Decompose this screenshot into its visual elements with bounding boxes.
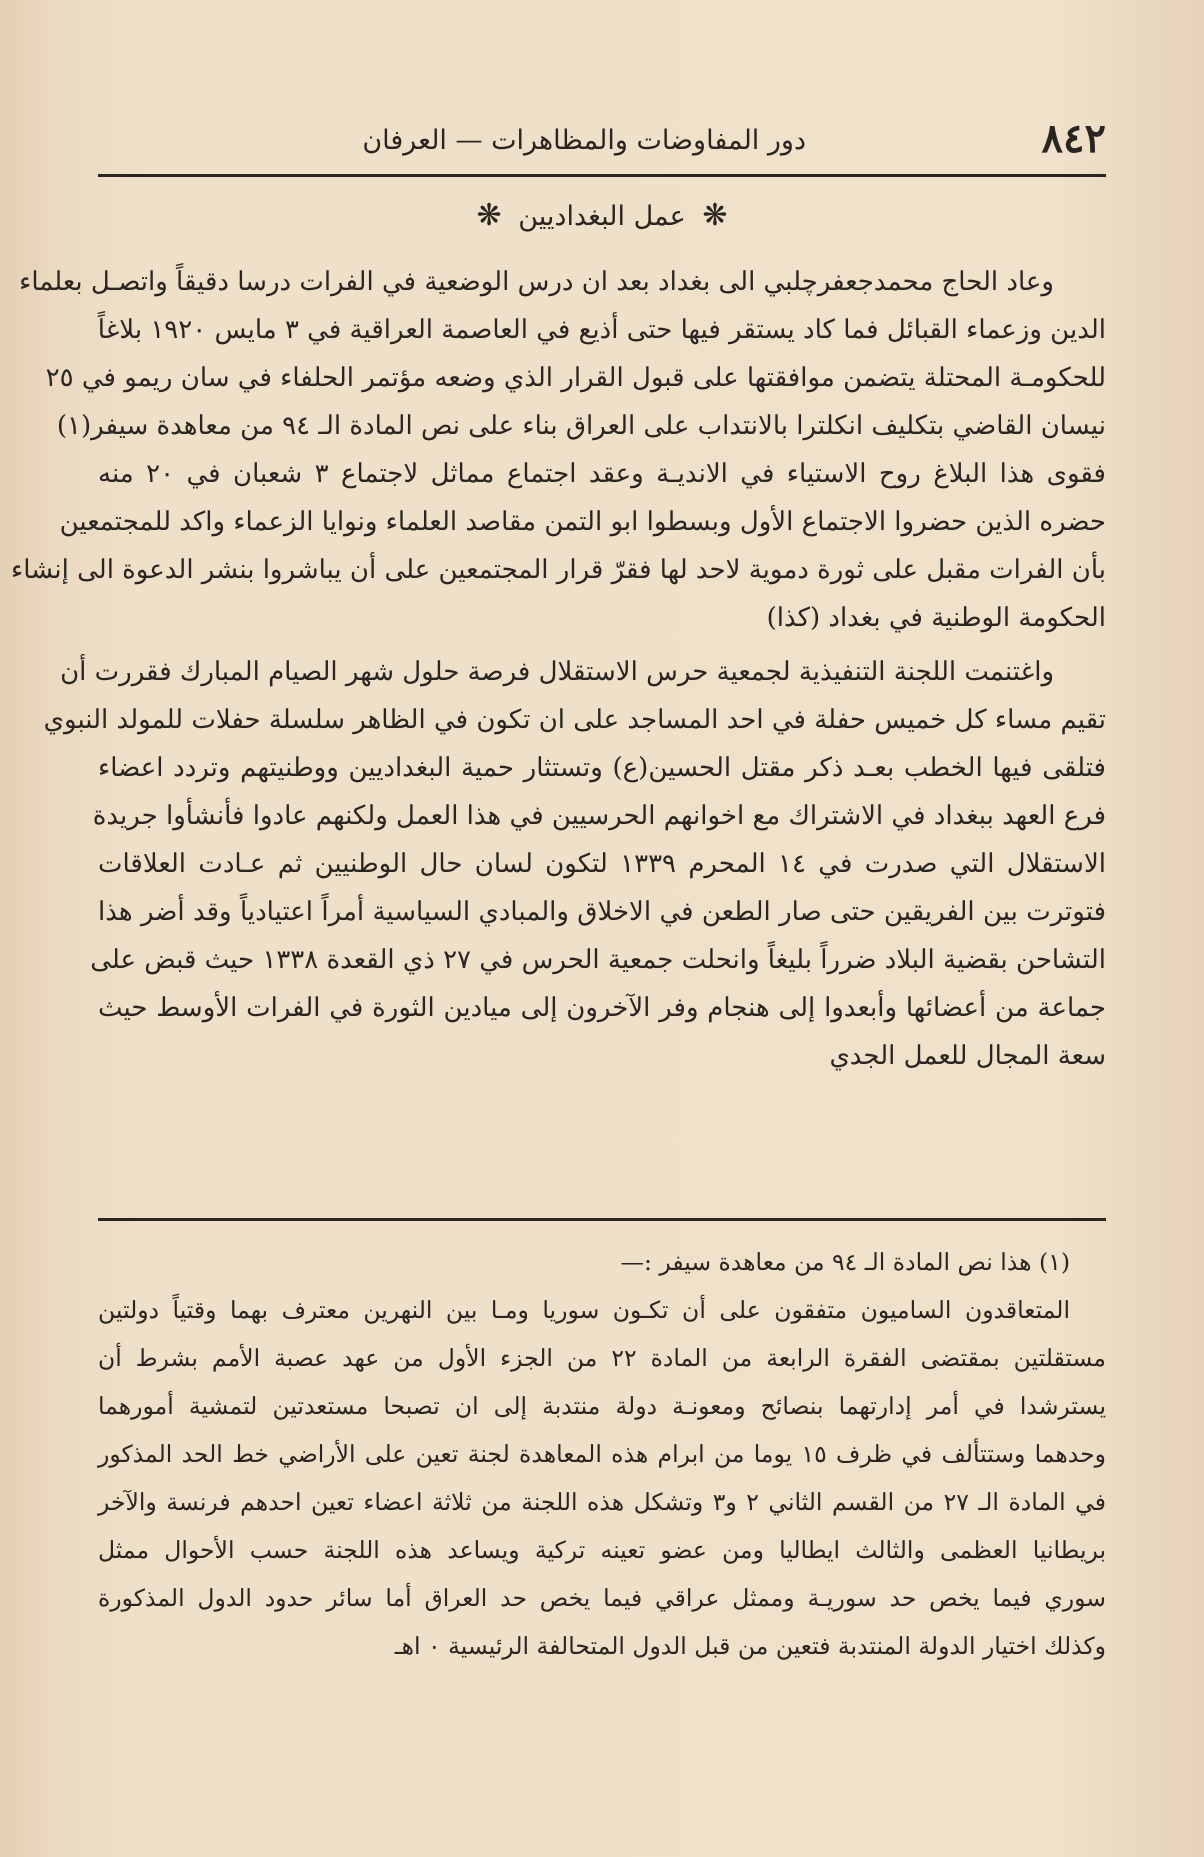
page-header (98, 115, 1106, 175)
footnote-line: في المادة الـ ٢٧ من القسم الثاني ٢ و٣ وتشكل هذه اللجنة من ثلاثة اعضاء تعين احدهم فرنسة والآخر (98, 1488, 1107, 1516)
page-number: ٨٤٢ (1041, 115, 1106, 162)
text-line: التشاحن بقضية البلاد ضرراً بليغاً وانحلت جمعية الحرس في ٢٧ ذي القعدة ١٣٣٨ حيث قبض على (90, 945, 1106, 975)
footnote-line: وحدهما وستتألف في ظرف ١٥ يوما من ابرام هذه المعاهدة لجنة تعين على الأراضي خط الحد المذكور (98, 1440, 1106, 1468)
section-title (98, 198, 1106, 233)
footnote-heading: (١) هذا نص المادة الـ ٩٤ من معاهدة سيفر :— (620, 1248, 1070, 1276)
footnote-line: مستقلتين بمقتضى الفقرة الرابعة من المادة ٢٢ من الجزء الأول من عهد عصبة الأمم بشرط أن (98, 1344, 1107, 1372)
body-text (11, 258, 1106, 1080)
footnote-line: وكذلك اختيار الدولة المنتدبة فتعين من قبل الدول المتحالفة الرئيسية ٠ اهـ (394, 1632, 1106, 1660)
header-rule (98, 174, 1106, 177)
text-line: فتوترت بين الفريقين حتى صار الطعن في الاخلاق والمبادي السياسية أمراً اعتيادياً وقد أضر هذا (98, 897, 1106, 927)
text-line: سعة المجال للعمل الجدي (829, 1041, 1106, 1071)
footnote-line: يسترشدا في أمر إدارتهما بنصائح ومعونـة دولة منتدبة إلى ان تصبحا مستعدتين لتمشية أمورهما (98, 1392, 1106, 1420)
text-line: الحكومة الوطنية في بغداد (كذا) (766, 603, 1106, 633)
text-line: فقوى هذا البلاغ روح الاستياء في الانديـة وعقد اجتماع مماثل لاجتماع ٣ شعبان في ٢٠ منه (98, 459, 1106, 489)
text-line: تقيم مساء كل خميس حفلة في احد المساجد على ان تكون في الظاهر سلسلة حفلات للمولد النبوي (43, 705, 1106, 735)
text-line: حضره الذين حضروا الاجتماع الأول وبسطوا ابو التمن مقاصد العلماء ونوايا الزعماء واكد للمجتمعين (59, 507, 1106, 537)
text-line: الدين وزعماء القبائل فما كاد يستقر فيها حتى أذيع في العاصمة العراقية في ٣ مايس ١٩٢٠ بلاغاً (97, 315, 1106, 345)
footnote (98, 1238, 1106, 1670)
text-line: جماعة من أعضائها وأبعدوا إلى هنجام وفر الآخرون إلى ميادين الثورة في الفرات الأوسط حيث (98, 993, 1106, 1023)
text-line: بأن الفرات مقبل على ثورة دموية لاحد لها فقرّ قرار المجتمعين على أن يباشروا بنشر الدعوة الى إنشاء (11, 555, 1106, 585)
paragraph (11, 258, 1106, 642)
paragraph (43, 648, 1106, 1080)
footnote-rule (98, 1218, 1106, 1221)
text-line: واغتنمت اللجنة التنفيذية لجمعية حرس الاستقلال فرصة حلول شهر الصيام المبارك فقررت أن (60, 657, 1054, 687)
text-line: الاستقلال التي صدرت في ١٤ المحرم ١٣٣٩ لتكون لسان حال الوطنيين ثم عـادت العلاقات (98, 849, 1106, 879)
section-title-text: عمل البغداديين (518, 201, 686, 232)
text-line: نيسان القاضي بتكليف انكلترا بالانتداب على العراق بناء على نص المادة الـ ٩٤ من معاهدة سيفر(١) (56, 411, 1106, 441)
ornament-icon: ❋ (702, 198, 728, 233)
running-head: دور المفاوضات والمظاهرات — العرفان (362, 125, 806, 156)
text-line: فرع العهد ببغداد في الاشتراك مع اخوانهم الحرسيين في هذا العمل ولكنهم عادوا فأنشأوا جريدة (92, 801, 1106, 831)
text-line: للحكومـة المحتلة يتضمن موافقتها على قبول القرار الذي وضعه مؤتمر الحلفاء في سان ريمو في ٢٥ (45, 363, 1106, 393)
ornament-icon: ❋ (476, 198, 502, 233)
text-line: فتلقى فيها الخطب بعـد ذكر مقتل الحسين(ع) وتستثار حمية البغداديين ووطنيتهم وتردد اعضاء (98, 753, 1106, 783)
text-line: وعاد الحاج محمدجعفرچلبي الى بغداد بعد ان درس الوضعية في الفرات درسا دقيقاً واتصـل بعلماء (19, 267, 1054, 297)
footnote-line: المتعاقدون الساميون متفقون على أن تكـون سوريا ومـا بين النهرين معترف بهما وقتياً دولتين (98, 1296, 1070, 1324)
footnote-line: بريطانيا العظمى والثالث ايطاليا ومن عضو تعينه تركية ويساعد هذه اللجنة حسب الأحوال ممثل (98, 1536, 1106, 1564)
footnote-line: سوري فيما يخص حد سوريـة وممثل عراقي فيما يخص حد العراق أما سائر حدود الدول المذكورة (98, 1584, 1106, 1612)
